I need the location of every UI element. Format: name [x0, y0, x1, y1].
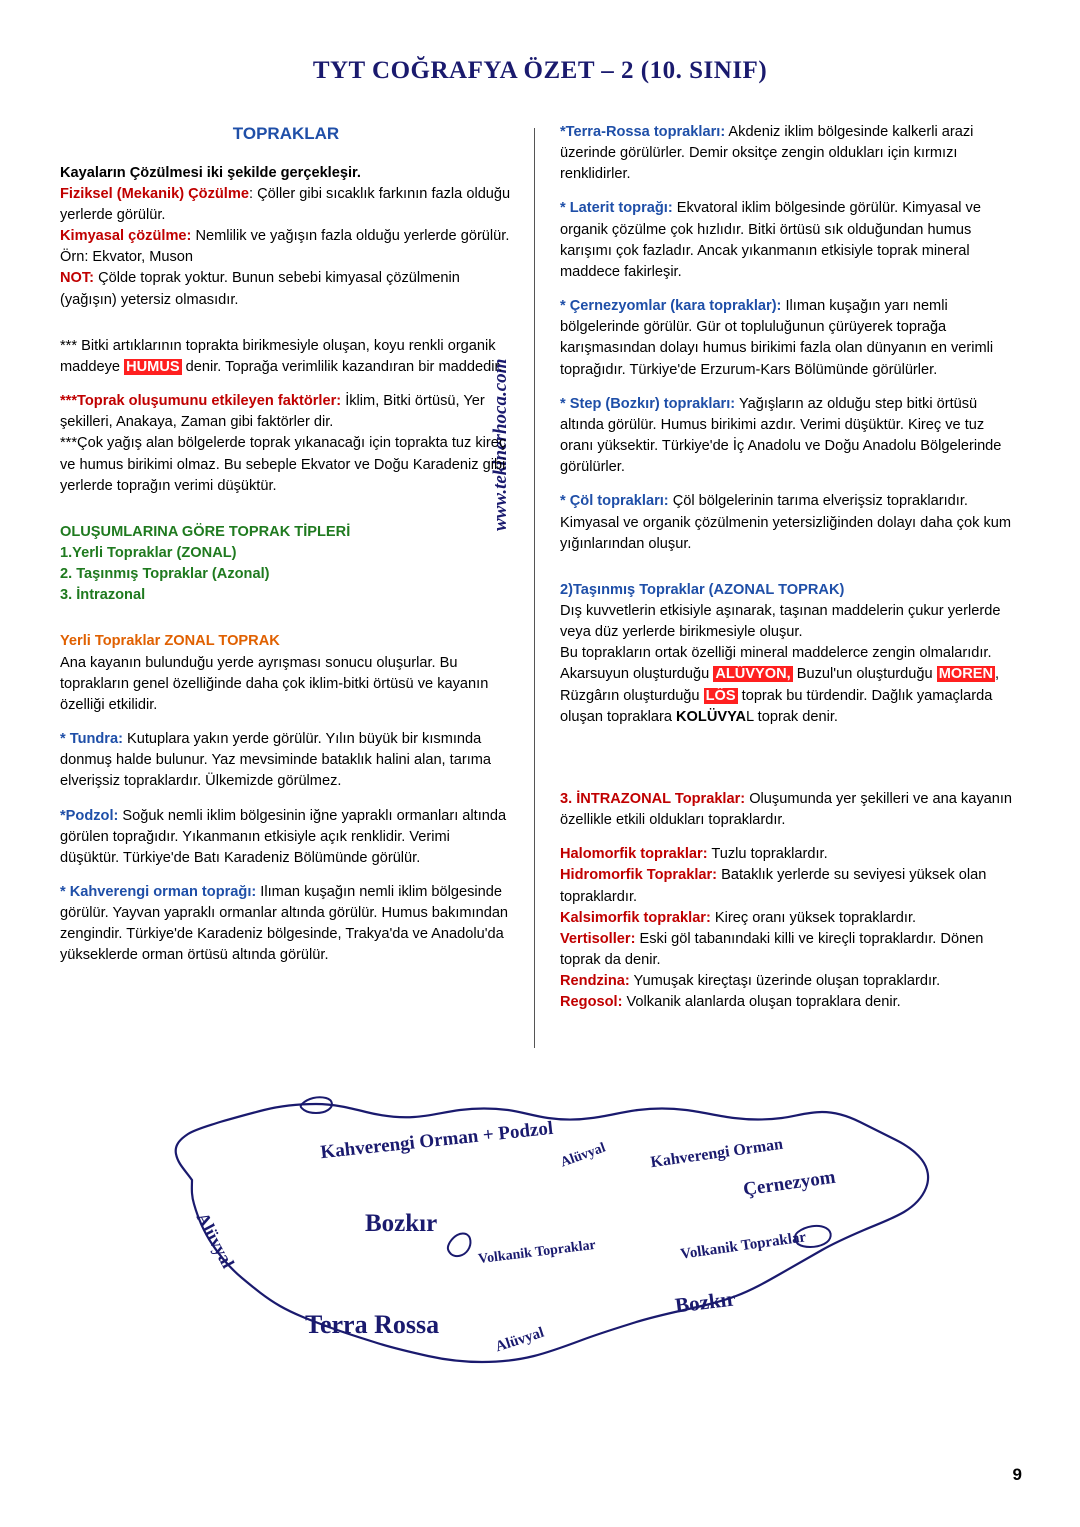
paragraph-vertisoller — [560, 929, 1020, 971]
map-label-bozkir-central: Bozkır — [365, 1210, 438, 1237]
paragraph-kayalarin-cozulmesi: Kayaların Çözülmesi iki şekilde gerçekleşir. — [60, 164, 361, 181]
watermark: www.tekinerhoca.com — [490, 358, 511, 531]
paragraph-halomorfik — [560, 844, 1020, 865]
label-etkileyen-faktorler: ***Toprak oluşumunu etkileyen faktörler: — [60, 393, 342, 410]
map-label-aluvyal-north: Alüvyal — [558, 1140, 608, 1171]
map-label-volkanik-topraklar-east: Volkanik Topraklar — [679, 1229, 808, 1263]
text-fiziksel-cozulme: : Çöller gibi sıcaklık farkının fazla olduğu yerlerde görülür. — [60, 185, 511, 223]
text-hidromorfik: Bataklık yerlerde su seviyesi yüksek olan topraklardır. — [560, 867, 987, 905]
text-not: Çölde toprak yoktur. Bunun sebebi kimyasal çözülmenin (yağışın) yetersiz olmasıdır. — [60, 270, 460, 308]
text-step: Yağışların az olduğu step bitki örtüsü altında görülür. Humus birikimi azdır. Verimi düşüktür. Kireç ve tuz oranı yüksektir. Türkiye'de İç Anadolu ve Doğu Anadolu Bölgelerinde görülürler. — [560, 395, 1002, 476]
paragraph-kimyasal-cozulme — [60, 226, 512, 268]
paragraph-terra-rossa — [560, 122, 1020, 185]
paragraph-intrazonal — [560, 789, 1020, 831]
paragraph-azonal-detay — [560, 643, 1020, 728]
label-intrazonal: 3. İNTRAZONAL Topraklar: — [560, 790, 746, 807]
list-item-zonal: 1.Yerli Topraklar (ZONAL) — [60, 544, 237, 561]
map-label-aluvyal-west: Alüvyal — [192, 1209, 239, 1272]
text-laterit: Ekvatoral iklim bölgesinde görülür. Kimyasal ve organik çözülme çok hızlıdır. Bitki örtüsü sık olduğundan humus karışımı çok fazladır. Ancak yıkanmanın etkisiyle toprak mineral maddece fakirleşir. — [560, 200, 981, 280]
text-kahverengi-orman: Ilıman kuşağın nemli iklim bölgesinde görülür. Yayvan yapraklı ormanlar altında görülür. Humus bakımından zengindir. Türkiye'de Karadeniz bölgesinde, Trakya'da ve Anadolu'da yükseklerde orman örtüsü altında görülür. — [60, 884, 509, 964]
label-podzol: *Podzol: — [60, 807, 119, 824]
text-cernezyom: Ilıman kuşağın yarı nemli bölgelerinde görülür. Gür ot topluluğunun çürüyerek toprağa karışmasından dolayı humus birikimi fazla olan dünyanın en verimli toprağıdır. Türkiye'de Erzurum-Kars Bölümünde görülürler. — [560, 298, 994, 378]
paragraph-kahverengi-orman — [60, 882, 512, 967]
paragraph-hidromorfik — [560, 865, 1020, 907]
label-not: NOT: — [60, 270, 95, 287]
text-col: Çöl bölgelerinin tarıma elverişsiz topraklarıdır. Kimyasal ve organik çözülmenin yetersizliğinden dolayı daha çok kum yığınlarından oluşur. — [560, 493, 1012, 552]
map-label-bozkir-east: Bozkır — [673, 1286, 737, 1318]
highlight-moren: MOREN — [938, 666, 994, 683]
spacer-4 — [560, 568, 1020, 580]
paragraph-rendzina — [560, 971, 1020, 992]
text-kalsimorfik: Kireç oranı yüksek topraklardır. — [710, 909, 917, 926]
text-yerli-topraklar: Ana kayanın bulunduğu yerde ayrışması sonucu oluşurlar. Bu toprakların genel özelliğinde daha çok iklim-bitki örtüsü ve kayanın özelliği etkilidir. — [60, 654, 489, 713]
highlight-los: LÖS — [705, 687, 736, 704]
section-heading-topraklar: TOPRAKLAR — [232, 124, 340, 143]
text-azonal-b: Buzul'un oluşturduğu — [792, 666, 937, 683]
map-label-kahverengi-orman: Kahverengi Orman — [649, 1135, 784, 1172]
paragraph-etkileyen-faktorler — [60, 391, 512, 433]
highlight-humus: HUMUS — [126, 358, 180, 375]
map-label-kahverengi-orman-podzol: Kahverengi Orman + Podzol — [319, 1117, 555, 1164]
text-kimyasal-cozulme: Nemlilik ve yağışın fazla olduğu yerlerde görülür. Örn: Ekvator, Muson — [60, 228, 510, 266]
paragraph-yagis-verim: ***Çok yağış alan bölgelerde toprak yıkanacağı için toprakta tuz kireç ve humus birikimi olmaz. Bu sebeple Ekvator ve Doğu Karadeniz gibi yerlerde toprağın verimi düşüktür. — [60, 435, 507, 494]
highlight-aluvyon: ALÜVYON, — [715, 666, 791, 683]
map-label-volkanik-topraklar-west: Volkanik Topraklar — [477, 1237, 597, 1268]
spacer-1 — [60, 324, 512, 336]
spacer-3 — [60, 619, 512, 631]
text-azonal-d: toprak bu türdendir. Dağlık yamaçlarda oluşan topraklara — [560, 687, 993, 725]
label-fiziksel-cozulme: Fiziksel (Mekanik) Çözülme — [60, 185, 249, 202]
paragraph-humus — [60, 336, 512, 378]
list-item-intrazonal: 3. İntrazonal — [60, 587, 146, 604]
map-label-terra-rossa: Terra Rossa — [305, 1310, 440, 1339]
left-column — [60, 122, 512, 980]
heading-yerli-topraklar: Yerli Topraklar ZONAL TOPRAK — [60, 633, 280, 650]
label-halomorfik: Halomorfik topraklar: — [560, 846, 708, 863]
label-rendzina: Rendzina: — [560, 973, 630, 990]
page-title: TYT COĞRAFYA ÖZET – 2 (10. SINIF) — [312, 57, 768, 84]
label-kimyasal-cozulme: Kimyasal çözülme: — [60, 228, 192, 245]
label-vertisoller: Vertisoller: — [560, 930, 636, 947]
label-kalsimorfik: Kalsimorfik topraklar: — [560, 909, 711, 926]
text-terra-rossa: Akdeniz iklim bölgesinde kalkerli arazi üzerinde görülürler. Demir oksitçe zengin oldukları için kırmızı renklidirler. — [560, 124, 974, 183]
paragraph-cernezyom — [560, 296, 1020, 381]
text-etkileyen-faktorler: İklim, Bitki örtüsü, Yer şekilleri, Anakaya, Zaman gibi faktörler dir. — [60, 393, 485, 431]
paragraph-kalsimorfik — [560, 908, 1020, 929]
bold-koluvya: KOLÜVYA — [676, 708, 747, 725]
heading-azonal: 2)Taşınmış Topraklar (AZONAL TOPRAK) — [560, 581, 845, 598]
text-humus-a: *** Bitki artıklarının toprakta birikmesiyle oluşan, koyu renkli organik maddeye — [60, 337, 496, 375]
paragraph-col — [560, 491, 1020, 554]
map-label-aluvyal-south: Alüvyal — [493, 1324, 547, 1356]
spacer-5 — [560, 741, 1020, 789]
page-number: 9 — [1012, 1465, 1022, 1484]
paragraph-tundra — [60, 729, 512, 792]
text-podzol: Soğuk nemli iklim bölgesinin iğne yapraklı ormanları altında görülen toprağıdır. Yıkanmanın etkisiyle açık renklidir. Verimi düşüktür. Türkiye'de Batı Karadeniz Bölümünde görülür. — [60, 807, 507, 866]
text-vertisoller: Eski göl tabanındaki killi ve kireçli topraklardır. Dönen toprak da denir. — [560, 930, 984, 968]
text-humus-b: denir. Toprağa verimlilik kazandıran bir maddedir. — [181, 358, 503, 375]
label-terra-rossa: *Terra-Rossa toprakları: — [560, 124, 726, 140]
paragraph-regosol — [560, 992, 1020, 1013]
label-hidromorfik: Hidromorfik Topraklar: — [560, 867, 718, 884]
heading-toprak-tipleri: OLUŞUMLARINA GÖRE TOPRAK TİPLERİ — [60, 523, 351, 540]
paragraph-podzol — [60, 806, 512, 869]
text-halomorfik: Tuzlu topraklardır. — [707, 846, 828, 863]
label-col: * Çöl toprakları: — [560, 493, 669, 510]
label-kahverengi-orman: * Kahverengi orman toprağı: — [60, 884, 257, 901]
column-divider — [534, 128, 535, 1048]
text-azonal: Dış kuvvetlerin etkisiyle aşınarak, taşınan maddelerin çukur yerlerde veya düz yerlerde birikmesiyle oluşur. — [560, 602, 1001, 641]
list-item-azonal: 2. Taşınmış Topraklar (Azonal) — [60, 566, 270, 583]
paragraph-laterit — [560, 198, 1020, 283]
label-tundra: * Tundra: — [60, 731, 123, 748]
label-laterit: * Laterit toprağı: — [560, 200, 673, 217]
text-azonal-a: Bu toprakların ortak özelliği mineral maddelerce zengin olmalarıdır. Akarsuyun oluşturduğu — [560, 645, 992, 683]
label-regosol: Regosol: — [560, 994, 623, 1011]
spacer-2 — [60, 510, 512, 522]
turkey-soil-map — [130, 1060, 960, 1390]
right-column — [560, 122, 1020, 1013]
text-intrazonal: Oluşumunda yer şekilleri ve ana kayanın özellikle etkili oldukları topraklardır. — [560, 790, 1013, 829]
label-step: * Step (Bozkır) toprakları: — [560, 395, 736, 412]
label-cernezyom: * Çernezyomlar (kara topraklar): — [560, 298, 782, 315]
text-rendzina: Yumuşak kireçtaşı üzerinde oluşan topraklardır. — [629, 973, 941, 990]
map-label-cernezyom: Çernezyom — [741, 1166, 837, 1201]
text-regosol: Volkanik alanlarda oluşan topraklara denir. — [622, 994, 901, 1011]
paragraph-fiziksel-cozulme — [60, 184, 512, 226]
paragraph-not — [60, 268, 512, 310]
text-azonal-c: , Rüzgârın oluşturduğu — [560, 666, 1000, 704]
paragraph-step — [560, 394, 1020, 479]
text-azonal-e: L toprak denir. — [746, 708, 838, 725]
text-tundra: Kutuplara yakın yerde görülür. Yılın büyük bir kısmında donmuş halde bulunur. Yaz mevsiminde bataklık halini alan, tarıma elverişsiz topraklardır. Ülkemizde görülmez. — [60, 731, 492, 790]
